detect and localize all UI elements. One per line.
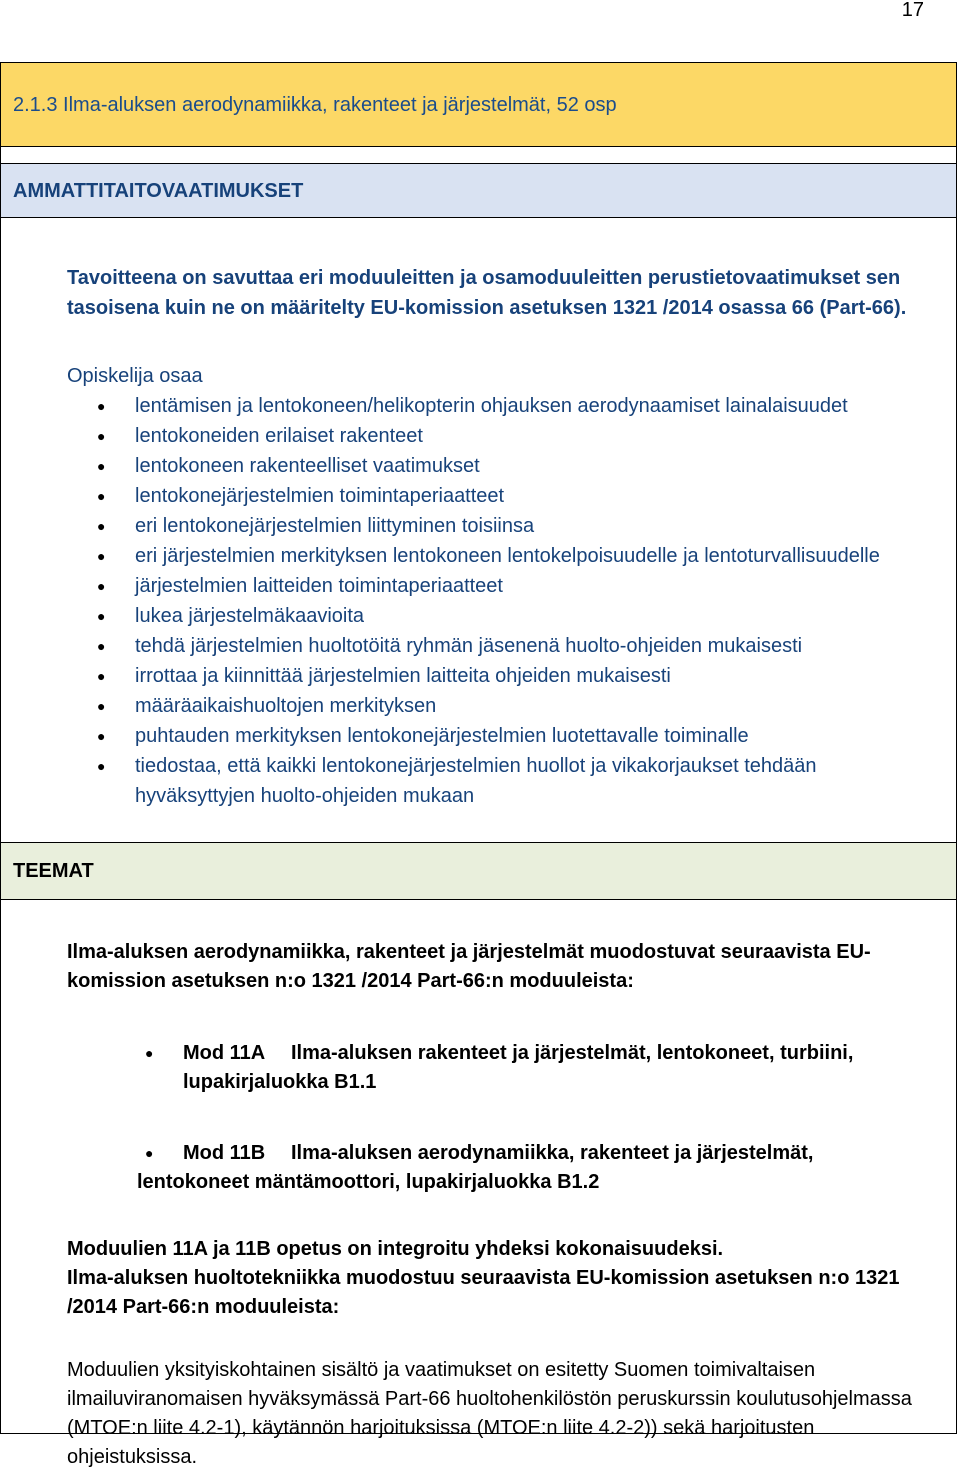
requirements-intro: Tavoitteena on savuttaa eri moduuleitten ja osamoduuleitten perustietovaatimukset sen tasoisena kuin ne on määritelty EU-komission asetuksen 1321 /2014 osassa 66 (Part-66). [67,267,907,319]
requirements-body [1,217,956,842]
themes-heading: TEEMAT [1,842,956,899]
module-item [67,1139,927,1197]
skill-item: ● puhtauden merkityksen lentokonejärjestelmien luotettavalle toiminalle [67,721,925,751]
bullet-icon: ● [97,608,106,624]
skill-item: ● eri lentokonejärjestelmien liittyminen toisiinsa [67,511,925,541]
page-number: 17 [901,0,924,21]
skill-item: ● lukea järjestelmäkaavioita [67,601,925,631]
details-paragraph: Moduulien yksityiskohtainen sisältö ja vaatimukset on esitetty Suomen toimivaltaisen ilmailuviranomaisen hyväksymässä Part-66 huoltohenkilöstön peruskurssin koulutusohjelmassa (MTOE:n liite 4.2-1), käytännön harjoituksissa (MTOE:n liite 4.2-2)) sekä harjoitusten ohjeistuksissa. [67,1359,912,1468]
skill-item: ● tehdä järjestelmien huoltotöitä ryhmän jäsenenä huolto-ohjeiden mukaisesti [67,631,925,661]
bullet-icon: ● [97,518,106,534]
module-item [67,1039,923,1097]
requirements-heading: AMMATTITAITOVAATIMUKSET [1,163,956,217]
skill-item: ● lentämisen ja lentokoneen/helikopterin ohjauksen aerodynaamiset lainalaisuudet [67,391,925,421]
skills-list [67,391,926,811]
section-title: 2.1.3 Ilma-aluksen aerodynamiikka, rakenteet ja järjestelmät, 52 osp [13,94,617,116]
module-code: Mod 11B [183,1142,266,1164]
bullet-icon: ● [97,758,106,774]
section-title-row [1,62,956,146]
bullet-icon: ● [145,1045,154,1061]
integration-summary: Moduulien 11A ja 11B opetus on integroitu yhdeksi kokonaisuudeksi. Ilma-aluksen huoltotekniikka muodostuu seuraavista EU-komission asetuksen n:o 1321 /2014 Part-66:n moduuleista: [67,1238,900,1318]
skill-item: ● järjestelmien laitteiden toimintaperiaatteet [67,571,925,601]
bullet-icon: ● [97,548,106,564]
skill-item: ● määräaikaishuoltojen merkityksen [67,691,925,721]
spacer-row [1,146,956,163]
bullet-icon: ● [97,488,106,504]
skill-item: ● eri järjestelmien merkityksen lentokoneen lentokelpoisuudelle ja lentoturvallisuudelle [67,541,925,571]
skill-item: ● irrottaa ja kiinnittää järjestelmien laitteita ohjeiden mukaisesti [67,661,925,691]
bullet-icon: ● [97,698,106,714]
module-title-continued: lentokoneet mäntämoottori, lupakirjaluokka B1.2 [137,1171,600,1193]
bullet-icon: ● [97,668,106,684]
bullet-icon: ● [97,428,106,444]
bullet-icon: ● [97,578,106,594]
skill-item: ● tiedostaa, että kaikki lentokonejärjestelmien huollot ja vikakorjaukset tehdään hyväksyttyjen huolto-ohjeiden mukaan [67,751,925,811]
module-title: Ilma-aluksen aerodynamiikka, rakenteet ja järjestelmät, [291,1142,814,1164]
skill-item: ● lentokoneen rakenteelliset vaatimukset [67,451,925,481]
bullet-icon: ● [97,458,106,474]
curriculum-table [0,62,957,1468]
bullet-icon: ● [145,1145,154,1161]
themes-intro: Ilma-aluksen aerodynamiikka, rakenteet ja järjestelmät muodostuvat seuraavista EU-komission asetuksen n:o 1321 /2014 Part-66:n moduuleista: [67,941,871,992]
students-heading: Opiskelija osaa [67,365,203,387]
bullet-icon: ● [97,638,106,654]
skill-item: ● lentokoneiden erilaiset rakenteet [67,421,925,451]
bullet-icon: ● [97,728,106,744]
module-code: Mod 11A [183,1042,266,1064]
module-title-continued: lupakirjaluokka B1.1 [183,1071,377,1093]
skill-item: ● lentokonejärjestelmien toimintaperiaatteet [67,481,925,511]
module-title: Ilma-aluksen rakenteet ja järjestelmät, lentokoneet, turbiini, [291,1042,854,1064]
themes-body [1,899,956,1468]
bullet-icon: ● [97,398,106,414]
